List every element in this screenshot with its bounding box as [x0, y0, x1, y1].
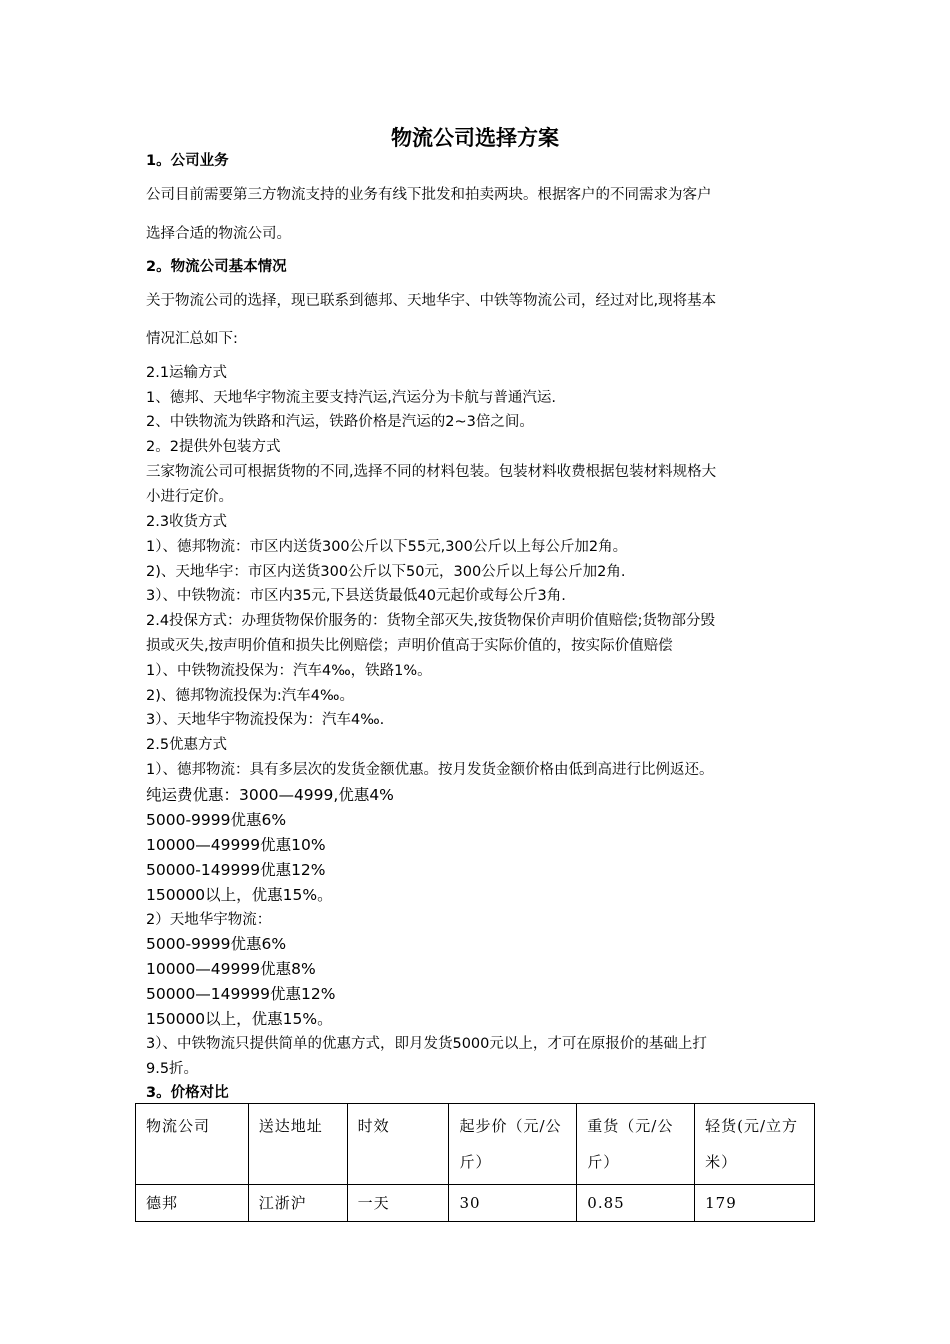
paragraph-line: 3）、中铁物流：市区内35元,下县送货最低40元起价或每公斤3角. — [146, 588, 566, 604]
section-heading-3: 3。价格对比 — [146, 1085, 229, 1101]
paragraph-line: 3）、天地华宇物流投保为：汽车4‰. — [146, 712, 385, 728]
paragraph-line: 1）、德邦物流：市区内送货300公斤以下55元,300公斤以上每公斤加2角。 — [146, 539, 628, 555]
table-cell: 德邦 — [136, 1185, 249, 1222]
table-cell: 江浙沪 — [248, 1185, 347, 1222]
price-comparison-table — [135, 1103, 815, 1222]
paragraph-line: 选择合适的物流公司。 — [146, 226, 291, 242]
subsection-heading: 2.3收货方式 — [146, 514, 228, 530]
discount-line: 50000—149999优惠12% — [146, 985, 336, 1003]
paragraph-line: 小进行定价。 — [146, 489, 233, 505]
table-cell: 179 — [695, 1185, 815, 1222]
table-header-cell: 起步价（元/公斤） — [449, 1104, 577, 1185]
table-header-cell: 送达地址 — [248, 1104, 347, 1185]
subsection-heading: 2.1运输方式 — [146, 365, 228, 381]
paragraph-line: 情况汇总如下: — [146, 331, 238, 347]
paragraph-line: 1）、德邦物流：具有多层次的发货金额优惠。按月发货金额价格由低到高进行比例返还。 — [146, 762, 714, 778]
discount-line: 5000-9999优惠6% — [146, 811, 287, 829]
table-header-cell: 重货（元/公斤） — [577, 1104, 695, 1185]
table-cell: 30 — [449, 1185, 577, 1222]
paragraph-line: 2、中铁物流为铁路和汽运，铁路价格是汽运的2~3倍之间。 — [146, 414, 534, 430]
discount-line: 纯运费优惠：3000—4999,优惠4% — [146, 786, 394, 804]
section-heading-2: 2。物流公司基本情况 — [146, 259, 287, 275]
discount-line: 10000—49999优惠10% — [146, 836, 326, 854]
discount-line: 10000—49999优惠8% — [146, 960, 316, 978]
paragraph-line: 2)、德邦物流投保为:汽车4‰。 — [146, 688, 354, 704]
paragraph-line: 损或灭失,按声明价值和损失比例赔偿；声明价值高于实际价值的，按实际价值赔偿 — [146, 638, 673, 654]
subsection-heading: 2.5优惠方式 — [146, 737, 228, 753]
discount-line: 50000-149999优惠12% — [146, 861, 326, 879]
discount-line: 150000以上，优惠15%。 — [146, 1010, 333, 1028]
table-header-cell: 时效 — [347, 1104, 449, 1185]
table-header-cell: 轻货(元/立方米） — [695, 1104, 815, 1185]
document-title: 物流公司选择方案 — [391, 125, 559, 150]
table-cell: 一天 — [347, 1185, 449, 1222]
discount-line: 150000以上，优惠15%。 — [146, 886, 333, 904]
subsection-heading: 2。2提供外包装方式 — [146, 439, 281, 455]
paragraph-line: 2)、天地华宇：市区内送货300公斤以下50元，300公斤以上每公斤加2角. — [146, 564, 626, 580]
discount-line: 5000-9999优惠6% — [146, 935, 287, 953]
paragraph-line: 2.4投保方式：办理货物保价服务的：货物全部灭失,按货物保价声明价值赔偿;货物部分毁 — [146, 613, 716, 629]
paragraph-line: 2）天地华宇物流： — [146, 912, 272, 928]
paragraph-line: 1、德邦、天地华宇物流主要支持汽运,汽运分为卡航与普通汽运. — [146, 390, 556, 406]
paragraph-line: 9.5折。 — [146, 1061, 199, 1077]
table-row — [136, 1185, 815, 1222]
paragraph-line: 公司目前需要第三方物流支持的业务有线下批发和拍卖两块。根据客户的不同需求为客户 — [146, 187, 712, 203]
section-heading-1: 1。公司业务 — [146, 153, 229, 169]
paragraph-line: 关于物流公司的选择，现已联系到德邦、天地华宇、中铁等物流公司，经过对比,现将基本 — [146, 293, 717, 309]
paragraph-line: 1）、中铁物流投保为：汽车4‰，铁路1%。 — [146, 663, 432, 679]
paragraph-line: 3）、中铁物流只提供简单的优惠方式，即月发货5000元以上，才可在原报价的基础上打 — [146, 1036, 707, 1052]
paragraph-line: 三家物流公司可根据货物的不同,选择不同的材料包装。包装材料收费根据包装材料规格大 — [146, 464, 717, 480]
table-cell: 0.85 — [577, 1185, 695, 1222]
table-header-cell: 物流公司 — [136, 1104, 249, 1185]
table-header-row — [136, 1104, 815, 1185]
